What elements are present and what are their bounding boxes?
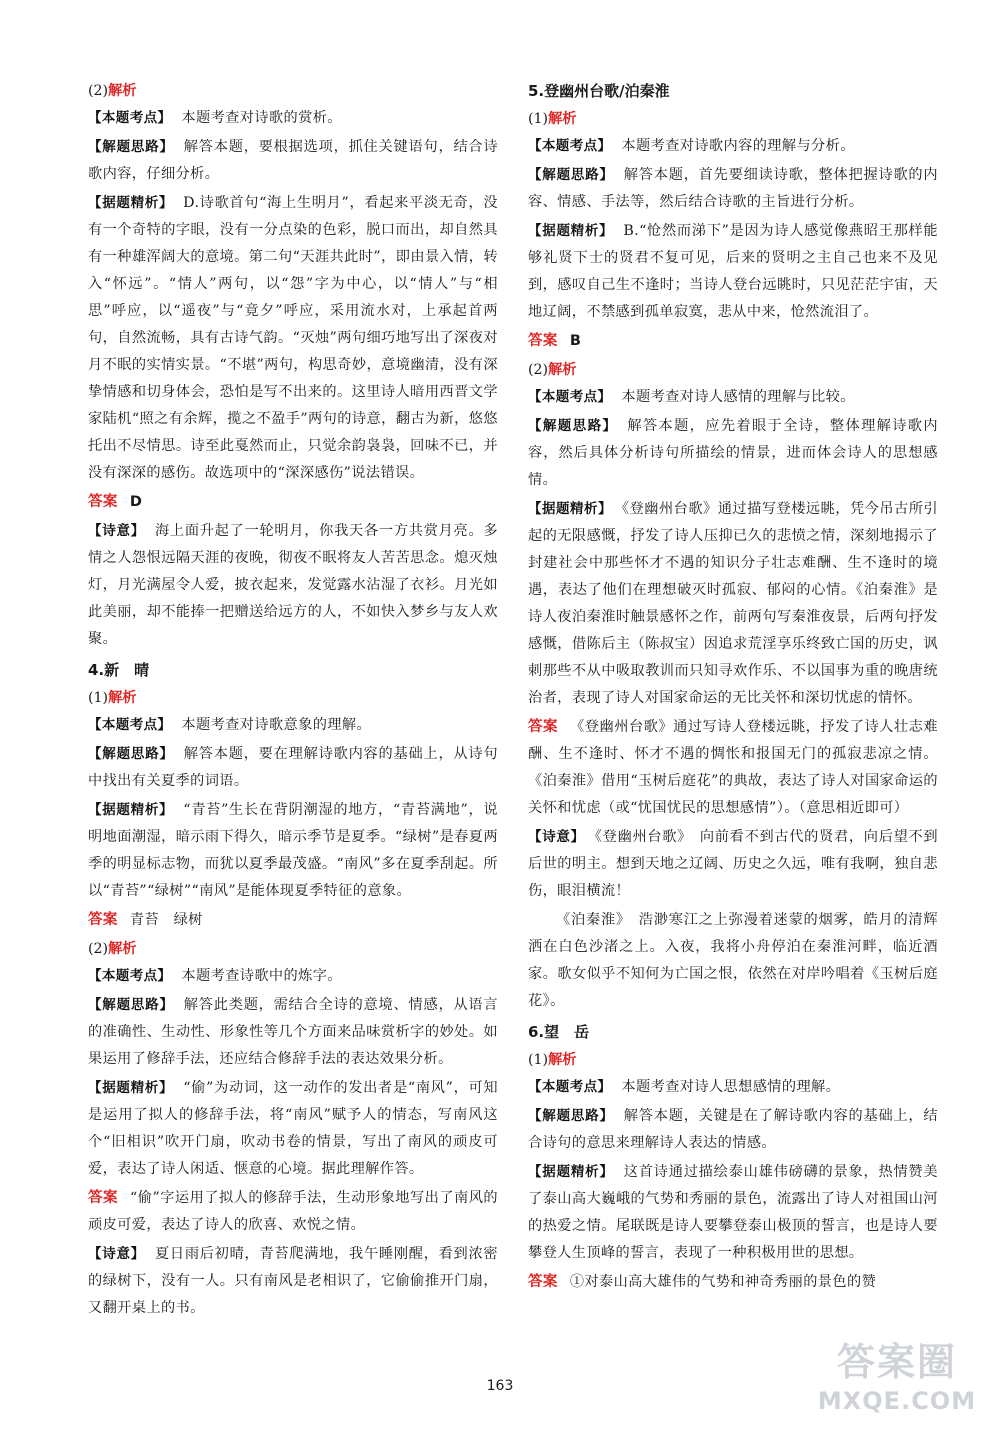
solving-idea: [88, 134, 498, 188]
watermark-line1: 答案圈: [836, 1340, 957, 1384]
exam-point: [528, 384, 938, 411]
exam-point-text: 本题考查对诗人思想感情的理解。: [621, 1079, 841, 1095]
answer-text: B: [569, 333, 582, 349]
subquestion-number: (1): [88, 690, 109, 706]
poem-meaning-text: 海上面升起了一轮明月，你我天各一方共赏月亮。多情之人怨恨远隔天涯的夜晚，彻夜不眠将友人苦苦思念。熄灭烛灯，月光满屋令人爱，披衣起来，发觉露水沾湿了衣衫。月光如此美丽，却不能捧一把赠送给远方的人，不如快入梦乡与友人欢聚。: [88, 523, 498, 647]
answer: [88, 489, 498, 516]
answer-label: 答案: [528, 719, 559, 735]
detailed-analysis: [88, 797, 498, 905]
answer-text: “偷”字运用了拟人的修辞手法，生动形象地写出了南风的顽皮可爱，表达了诗人的欣喜、欢悦之情。: [88, 1190, 498, 1233]
subquestion-heading: [88, 685, 498, 712]
detailed-analysis-tag: 【据题精析】: [88, 802, 174, 818]
detailed-analysis-tag: 【据题精析】: [88, 195, 174, 211]
solving-idea-tag: 【解题思路】: [528, 1108, 614, 1124]
solving-idea: [528, 162, 938, 216]
solving-idea-text: 解答此类题，需结合全诗的意境、情感，从语言的准确性、生动性、形象性等几个方面来品味赏析字的妙处。如果运用了修辞手法，还应结合修辞手法的表达效果分析。: [88, 997, 498, 1067]
answer: [88, 907, 498, 934]
detailed-analysis-text: 《登幽州台歌》通过描写登楼远眺，凭今吊古所引起的无限感慨，抒发了诗人压抑已久的悲愤之情，深刻地揭示了封建社会中那些怀才不遇的知识分子壮志难酬、生不逢时的境遇，表达了他们在理想破灭时孤寂、郁闷的心情。《泊秦淮》是诗人夜泊秦淮时触景感怀之作，前两句写秦淮夜景，后两句抒发感慨，借陈后主（陈叔宝）因追求荒淫享乐终致亡国的历史，讽刺那些不从中吸取教训而只知寻欢作乐、不以国事为重的晚唐统治者，表现了诗人对国家命运的无比关怀和深切忧虑的情怀。: [528, 501, 938, 706]
exam-point-tag: 【本题考点】: [88, 968, 172, 984]
exam-point-text: 本题考查诗歌中的炼字。: [181, 968, 342, 984]
solving-idea-tag: 【解题思路】: [528, 418, 618, 434]
detailed-analysis-text: B.“怆然而涕下”是因为诗人感觉像燕昭王那样能够礼贤下士的贤君不复可见，后来的贤明之主自己也来不及见到，感叹自己生不逢时；当诗人登台远眺时，只见茫茫宇宙，天地辽阔，不禁感到孤单寂寞，悲从中来，怆然流泪了。: [528, 223, 938, 320]
detailed-analysis: [528, 1159, 938, 1267]
solving-idea: [88, 992, 498, 1073]
solving-idea-text: 解答本题，要根据选项，抓住关键语句，结合诗歌内容，仔细分析。: [88, 139, 498, 182]
solving-idea-text: 解答本题，首先要细读诗歌，整体把握诗歌的内容、情感、手法等，然后结合诗歌的主旨进行分析。: [528, 167, 938, 210]
solving-idea-text: 解答本题，关键是在了解诗歌内容的基础上，结合诗句的意思来理解诗人表达的情感。: [528, 1108, 938, 1151]
detailed-analysis-tag: 【据题精析】: [528, 1164, 614, 1180]
exam-point-text: 本题考查对诗人感情的理解与比较。: [621, 389, 855, 405]
exam-point: [528, 133, 938, 160]
answer-label: 答案: [88, 1190, 119, 1206]
detailed-analysis-tag: 【据题精析】: [88, 1080, 174, 1096]
section-heading: 4.新 晴: [88, 661, 150, 679]
solving-idea-tag: 【解题思路】: [88, 997, 174, 1013]
analysis-label: 解析: [108, 83, 137, 99]
detailed-analysis-text: 这首诗通过描绘泰山雄伟磅礴的景象，热情赞美了泰山高大巍峨的气势和秀丽的景色，流露出了诗人对祖国山河的热爱之情。尾联既是诗人要攀登泰山极顶的誓言，也是诗人要攀登人生顶峰的誓言，表现了一种积极用世的思想。: [528, 1164, 938, 1261]
exam-point: [88, 963, 498, 990]
subquestion-number: (2): [528, 362, 549, 378]
subquestion-number: (2): [88, 83, 109, 99]
poem-meaning: [528, 824, 938, 905]
solving-idea-text: 解答本题，应先着眼于全诗，整体理解诗歌内容，然后具体分析诗句所描绘的情景，进而体会诗人的思想感情。: [528, 418, 938, 488]
exam-point-tag: 【本题考点】: [528, 138, 612, 154]
left-column: [88, 78, 498, 1324]
answer-text: 《登幽州台歌》通过写诗人登楼远眺，抒发了诗人壮志难酬、生不逢时、怀才不遇的惆怅和报国无门的孤寂悲凉之情。《泊秦淮》借用“玉树后庭花”的典故，表达了诗人对国家命运的关怀和忧虑（或“忧国忧民的思想感情”）。（意思相近即可）: [528, 719, 938, 816]
answer-label: 答案: [88, 912, 118, 928]
answer-text: 青苔 绿树: [129, 912, 203, 928]
subquestion-heading: [528, 357, 938, 384]
poem-meaning: [88, 1241, 498, 1322]
answer-text: D: [129, 494, 143, 510]
answer: [88, 1185, 498, 1239]
detailed-analysis-tag: 【据题精析】: [528, 501, 613, 517]
detailed-analysis-text: D.诗歌首句“海上生明月”，看起来平淡无奇，没有一个奇特的字眼，没有一分点染的色彩，脱口而出，却自然具有一种雄浑阔大的意境。第二句“天涯共此时”，即由景入情，转入“怀远”。“情人”两句，以“怨”字为中心，以“情人”与“相思”呼应，以“遥夜”与“竟夕”呼应，采用流水对，上承起首两句，自然流畅，具有古诗气韵。“灭烛”两句细巧地写出了深夜对月不眠的实情实景。“不堪”两句，构思奇妙，意境幽清，没有深挚情感和切身体会，恐怕是写不出来的。这里诗人暗用西晋文学家陆机“照之有余辉，揽之不盈手”两句的诗意，翻古为新，悠悠托出不尽情思。诗至此戛然而止，只觉余韵袅袅，回味不已，并没有深深的感伤。故选项中的“深深感伤”说法错误。: [88, 195, 498, 481]
detailed-analysis: [88, 1075, 498, 1183]
poem-meaning-tag: 【诗意】: [528, 829, 585, 845]
subquestion-heading: [88, 936, 498, 963]
exam-point-tag: 【本题考点】: [528, 389, 612, 405]
answer-label: 答案: [88, 494, 118, 510]
exam-point-tag: 【本题考点】: [88, 110, 172, 126]
watermark-logo: [812, 1338, 982, 1434]
exam-point-text: 本题考查对诗歌内容的理解与分析。: [621, 138, 855, 154]
subquestion-number: (1): [528, 111, 549, 127]
poem-meaning: [88, 518, 498, 653]
solving-idea: [528, 413, 938, 494]
analysis-label: 解析: [548, 111, 577, 127]
solving-idea: [528, 1103, 938, 1157]
detailed-analysis-text: “偷”为动词，这一动作的发出者是“南风”，可知是运用了拟人的修辞手法，将“南风”赋予人的情态，写南风这个“旧相识”吹开门扇，吹动书卷的情景，写出了南风的顽皮可爱，表达了诗人闲适、惬意的心境。据此理解作答。: [88, 1080, 498, 1177]
subquestion-heading: [528, 106, 938, 133]
section-heading: 5.登幽州台歌/泊秦淮: [528, 82, 670, 100]
answer-text: ①对泰山高大雄伟的气势和神奇秀丽的景色的赞: [569, 1274, 877, 1290]
subquestion-heading: [88, 78, 498, 105]
right-column: [528, 78, 938, 1298]
poem-meaning-second: 《泊秦淮》 浩渺寒江之上弥漫着迷蒙的烟雾，皓月的清辉洒在白色沙渚之上。入夜，我将小舟停泊在秦淮河畔，临近酒家。歌女似乎不知何为亡国之恨，依然在对岸吟唱着《玉树后庭花》。: [528, 912, 938, 1009]
detailed-analysis-text: “青苔”生长在背阴潮湿的地方，“青苔满地”，说明地面潮湿，暗示雨下得久，暗示季节是夏季。“绿树”是春夏两季的明显标志物，而犹以夏季最茂盛。“南风”多在夏季刮起。所以“青苔”“绿树”“南风”是能体现夏季特征的意象。: [88, 802, 498, 899]
analysis-label: 解析: [548, 362, 577, 378]
detailed-analysis: [528, 496, 938, 712]
solving-idea-tag: 【解题思路】: [88, 139, 174, 155]
exam-point: [88, 105, 498, 132]
answer-label: 答案: [528, 1274, 558, 1290]
subquestion-number: (1): [528, 1052, 549, 1068]
exam-point-text: 本题考查对诗歌意象的理解。: [181, 717, 372, 733]
answer: [528, 328, 938, 355]
watermark-line2: MXQE.COM: [817, 1387, 977, 1415]
page-number: 163: [486, 1378, 514, 1394]
solving-idea-tag: 【解题思路】: [88, 746, 174, 762]
exam-point-tag: 【本题考点】: [88, 717, 172, 733]
exam-point-tag: 【本题考点】: [528, 1079, 612, 1095]
exam-point: [528, 1074, 938, 1101]
exam-point: [88, 712, 498, 739]
solving-idea-tag: 【解题思路】: [528, 167, 614, 183]
detailed-analysis: [528, 218, 938, 326]
detailed-analysis-tag: 【据题精析】: [528, 223, 614, 239]
analysis-label: 解析: [108, 941, 137, 957]
analysis-label: 解析: [548, 1052, 577, 1068]
poem-meaning-tag: 【诗意】: [88, 1246, 145, 1262]
answer-label: 答案: [528, 333, 558, 349]
answer: [528, 714, 938, 822]
section-heading: 6.望 岳: [528, 1023, 590, 1041]
subquestion-number: (2): [88, 941, 109, 957]
solving-idea-text: 解答本题，要在理解诗歌内容的基础上，从诗句中找出有关夏季的词语。: [88, 746, 498, 789]
poem-meaning-tag: 【诗意】: [88, 523, 145, 539]
exam-point-text: 本题考查对诗歌的赏析。: [181, 110, 342, 126]
solving-idea: [88, 741, 498, 795]
subquestion-heading: [528, 1047, 938, 1074]
detailed-analysis: [88, 190, 498, 487]
poem-meaning-text: 夏日雨后初晴，青苔爬满地，我午睡刚醒，看到浓密的绿树下，没有一人。只有南风是老相识了，它偷偷推开门扇，又翻开桌上的书。: [88, 1246, 498, 1316]
poem-meaning-text: 《登幽州台歌》 向前看不到古代的贤君，向后望不到后世的明主。想到天地之辽阔、历史之久远，唯有我啊，独自悲伤，眼泪横流！: [528, 829, 938, 899]
answer: [528, 1269, 938, 1296]
analysis-label: 解析: [108, 690, 137, 706]
